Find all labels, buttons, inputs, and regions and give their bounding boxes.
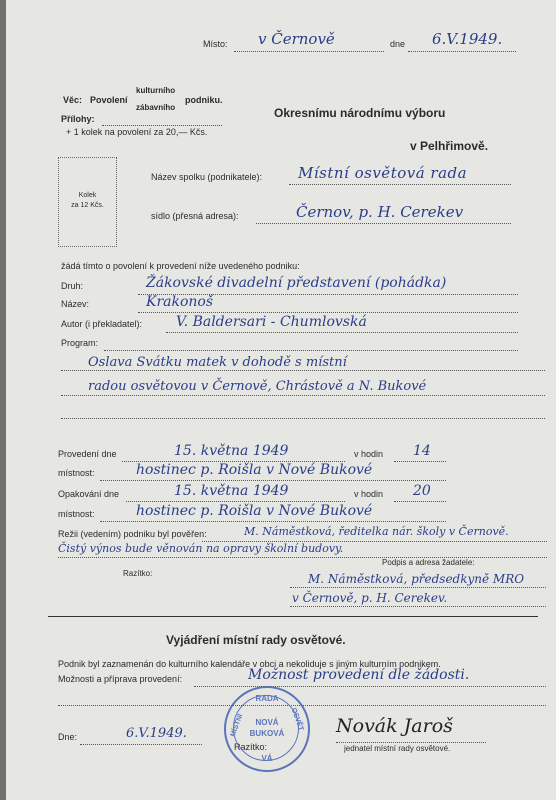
repeat-date-label: Opakování dne — [58, 489, 120, 499]
type-value: Žákovské divadelní představení (pohádka) — [146, 275, 447, 291]
date-line — [408, 51, 516, 52]
request-intro: žádá tímto o povolení k provedení níže uvedeného podniku: — [61, 261, 300, 271]
address-label: sídlo (přesná adresa): — [151, 211, 239, 221]
title-line — [138, 312, 518, 313]
place-label: Místo: — [203, 39, 228, 49]
addressee-line-1: Okresnímu národnímu výboru — [274, 106, 446, 120]
repeat-hour-line — [394, 501, 446, 502]
document-sheet — [6, 0, 556, 800]
title-value: Krakonoš — [146, 294, 214, 310]
performance-hour-label: v hodin — [354, 449, 384, 459]
venue-1-label: místnost: — [58, 468, 95, 478]
possibilities-label: Možnosti a příprava provedení: — [58, 674, 183, 684]
attachments-label: Přílohy: — [61, 114, 95, 124]
stamp-text-mid1: NOVÁ — [255, 718, 279, 727]
association-name-label: Název spolku (podnikatele): — [151, 172, 263, 182]
attachments-line — [102, 125, 222, 126]
applicant-signature-line-2 — [290, 606, 546, 607]
addressee-line-2: v Pelhřimově. — [410, 139, 489, 153]
program-value-2: radou osvětovou v Černově, Chrástově a N. Bukové — [88, 379, 427, 394]
council-round-stamp — [224, 686, 310, 772]
director-value-1: M. Náměstková, ředitelka nár. školy v Černově. — [244, 525, 509, 538]
place-line — [234, 51, 384, 52]
section-divider — [48, 616, 538, 617]
association-name-line — [289, 184, 511, 185]
repeat-date-line — [126, 501, 345, 502]
subject-text-2: podniku. — [185, 95, 223, 105]
council-date-line — [80, 744, 202, 745]
date-value: 6.V.1949. — [432, 30, 503, 48]
subject-text-1: Povolení — [90, 95, 128, 105]
kolek-note: + 1 kolek na povolení za 20,— Kčs. — [66, 127, 208, 137]
stamp-text-mid2: BUKOVÁ — [249, 729, 285, 738]
venue-2-line — [100, 521, 446, 522]
program-line-3 — [61, 418, 545, 419]
type-label: Druh: — [61, 281, 84, 291]
stamp-box-line-1: Kolek — [78, 192, 97, 199]
venue-2-value: hostinec p. Roišla v Nové Bukové — [136, 503, 373, 519]
performance-date-label: Provedení dne — [58, 449, 117, 459]
author-value: V. Baldersari - Chumlovská — [176, 314, 367, 330]
council-title: Vyjádření místní rady osvětové. — [166, 633, 346, 647]
stamp-text-left: MÍSTNÍ — [229, 713, 245, 738]
applicant-signature-line — [290, 587, 546, 588]
council-signature-line — [336, 742, 486, 743]
title-label: Název: — [61, 299, 90, 309]
stamp-text-bottom: VÁ — [261, 754, 273, 763]
applicant-signature-2: v Černově, p. H. Cerekev. — [292, 591, 448, 605]
applicant-signature-label: Podpis a adresa žadatele: — [382, 558, 475, 567]
repeat-hour-value: 20 — [413, 483, 431, 499]
council-date-label: Dne: — [58, 732, 78, 742]
director-label: Režii (vedením) podniku byl pověřen: — [58, 529, 207, 539]
program-line-0 — [104, 350, 518, 351]
date-label: dne — [390, 39, 406, 49]
council-signer-label: jednatel místní rady osvětové. — [344, 744, 451, 753]
performance-date-value: 15. května 1949 — [174, 443, 289, 459]
address-value: Černov, p. H. Cerekev — [296, 203, 464, 221]
revenue-stamp-box — [58, 157, 117, 247]
program-line-2 — [61, 395, 545, 396]
place-value: v Černově — [258, 30, 335, 48]
applicant-signature-1: M. Náměstková, předsedkyně MRO — [308, 572, 525, 586]
subject-kind-top: kulturního — [136, 86, 176, 95]
applicant-stamp-label: Razítko: — [123, 569, 153, 578]
association-name-value: Místní osvětová rada — [298, 164, 468, 182]
stamp-box-line-2: za 12 Kčs. — [71, 202, 104, 209]
subject-label: Věc: — [63, 95, 83, 105]
address-line — [256, 223, 511, 224]
program-label: Program: — [61, 338, 99, 348]
council-date-value: 6.V.1949. — [126, 726, 187, 741]
subject-kind-bottom: zábavního — [136, 103, 176, 112]
author-line — [166, 332, 518, 333]
council-signature: Novák Jaroš — [336, 715, 453, 737]
director-value-2: Čistý výnos bude věnován na opravy školní budovy. — [58, 542, 344, 555]
council-stamp-label: Razítko: — [234, 742, 268, 752]
stamp-text-top: RADA — [255, 694, 279, 703]
council-statement: Podnik byl zaznamenán do kulturního kalendáře v obci a nekoliduje s jiným kulturním podnikem. — [58, 659, 441, 669]
stamp-text-right: OSVĚT — [289, 707, 305, 732]
performance-hour-value: 14 — [413, 443, 431, 459]
repeat-hour-label: v hodin — [354, 489, 384, 499]
program-line-1 — [61, 370, 545, 371]
possibilities-value: Možnost provedení dle žádosti. — [248, 667, 470, 683]
program-value-1: Oslava Svátku matek v dohodě s místní — [88, 355, 347, 370]
venue-2-label: místnost: — [58, 509, 95, 519]
author-label: Autor (i překladatel): — [61, 319, 143, 329]
performance-hour-line — [394, 461, 446, 462]
venue-1-line — [100, 480, 446, 481]
repeat-date-value: 15. května 1949 — [174, 483, 289, 499]
venue-1-value: hostinec p. Roišla v Nové Bukové — [136, 462, 373, 478]
